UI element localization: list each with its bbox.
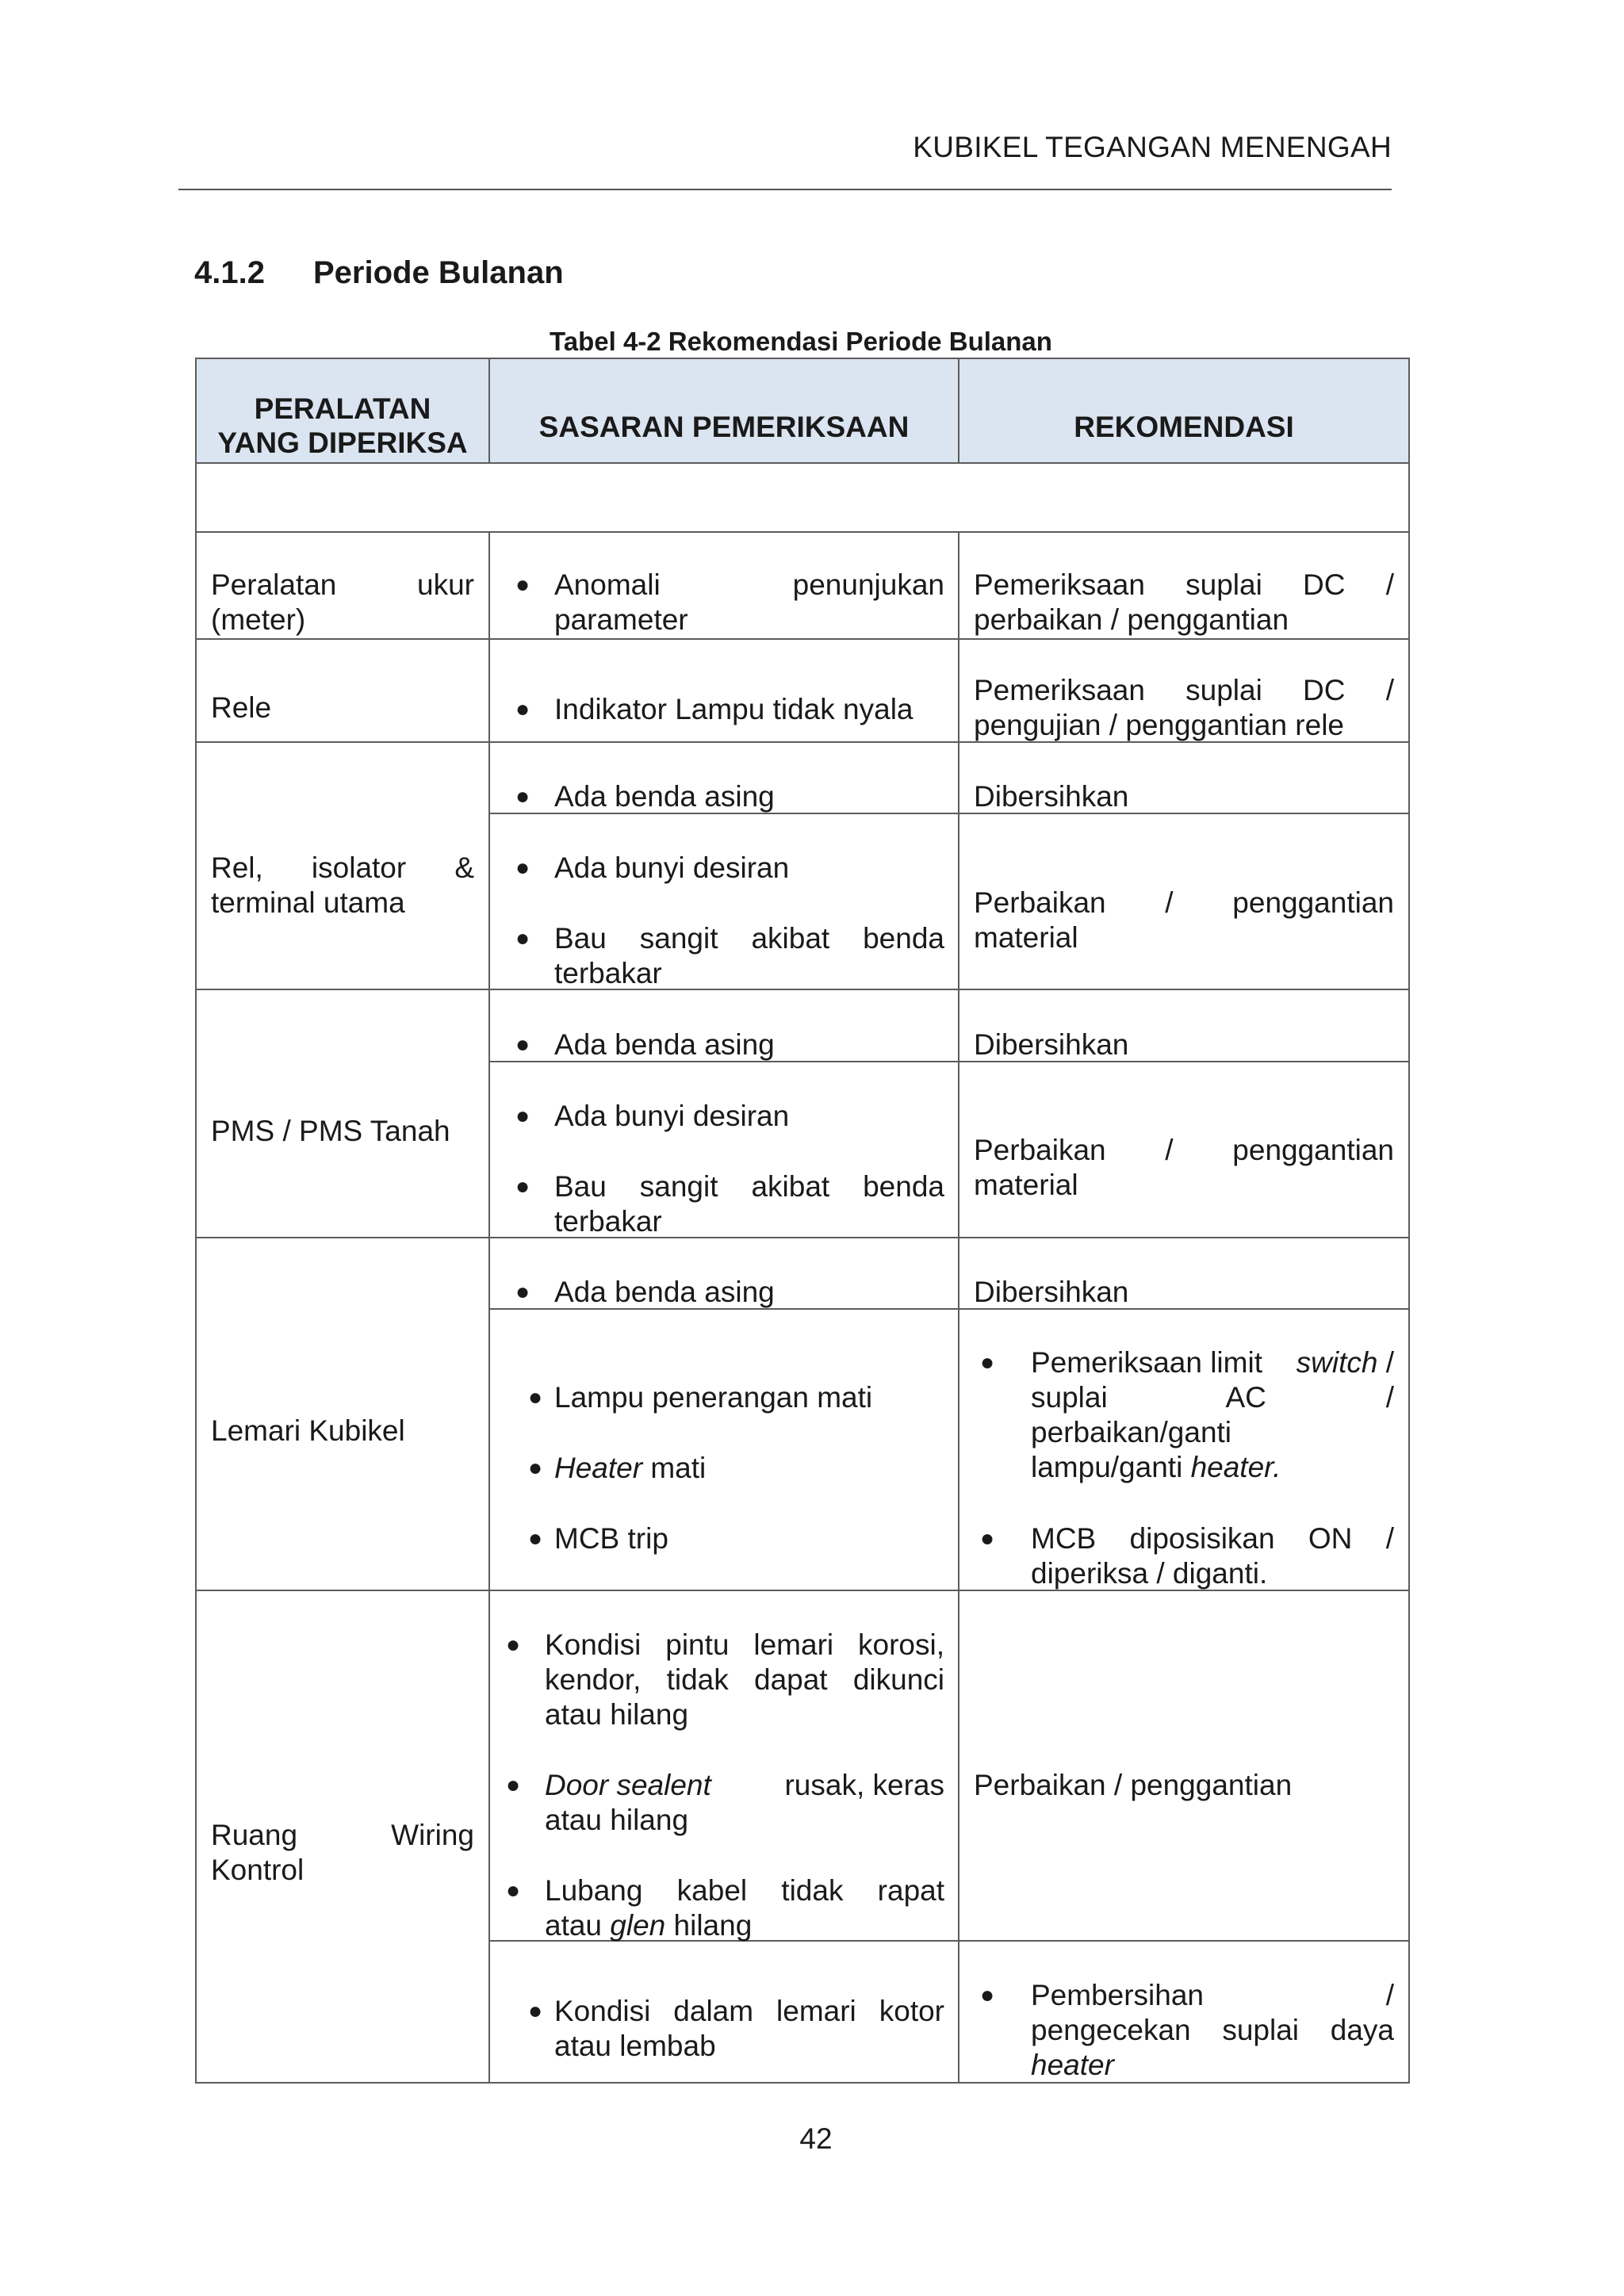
recommendation-italic: heater. <box>1190 1451 1281 1483</box>
check-line: Lubang kabel tidak rapat <box>545 1874 944 1907</box>
header-rule <box>178 189 1392 190</box>
bullet-icon: ● <box>506 1772 521 1798</box>
equipment-line: Peralatan ukur <box>211 568 474 601</box>
check-line-italic: Heater <box>554 1452 643 1484</box>
check-line <box>554 1451 944 1486</box>
recommendation-line: Dibersihkan <box>974 1276 1129 1308</box>
check-line <box>545 1908 944 1943</box>
table-border-right <box>1408 358 1410 2084</box>
equipment-line: Lemari Kubikel <box>211 1414 405 1447</box>
check-line: Ada bunyi desiran <box>554 1100 790 1132</box>
recommendation-line: Perbaikan / penggantian <box>974 886 1394 919</box>
bullet-icon: ● <box>528 1384 543 1410</box>
header-equipment-line-2: YANG DIPERIKSA <box>217 427 468 459</box>
row-divider <box>195 638 1410 640</box>
section-heading <box>194 255 564 291</box>
equipment-line: terminal utama <box>211 886 405 919</box>
recommendation-line: Perbaikan / penggantian <box>974 1769 1293 1801</box>
recommendation-text: Pemeriksaan limit <box>1031 1346 1262 1379</box>
recommendation-line: Pembersihan / <box>1031 1979 1394 2011</box>
recommendation-line <box>1031 1345 1394 1380</box>
bullet-icon: ● <box>515 1031 530 1058</box>
recommendation-line: perbaikan / penggantian <box>974 603 1289 636</box>
check-line: Ada bunyi desiran <box>554 851 790 884</box>
bullet-icon: ● <box>980 1982 995 2008</box>
section-number: 4.1.2 <box>194 255 265 290</box>
header-recommendation: REKOMENDASI <box>1074 411 1294 443</box>
recommendation-italic: switch <box>1296 1346 1378 1379</box>
bullet-icon: ● <box>515 572 530 598</box>
check-line-text: mati <box>650 1452 707 1484</box>
column-divider-2 <box>958 358 959 462</box>
row-divider <box>195 462 1410 464</box>
recommendation-line <box>1031 1450 1394 1485</box>
check-line: Bau sangit akibat benda <box>554 922 944 955</box>
bullet-icon: ● <box>515 1279 530 1305</box>
equipment-line: Kontrol <box>211 1854 304 1886</box>
recommendation-line: Dibersihkan <box>974 1028 1129 1061</box>
check-line-text: hilang <box>673 1909 753 1942</box>
check-line: Bau sangit akibat benda <box>554 1170 944 1203</box>
check-line-italic: Door sealent <box>545 1769 711 1801</box>
check-line: Ada benda asing <box>554 780 775 813</box>
check-line: atau lembab <box>554 2030 716 2062</box>
row-divider <box>195 531 1410 533</box>
header-equipment <box>198 392 487 460</box>
running-header: KUBIKEL TEGANGAN MENENGAH <box>913 131 1392 163</box>
equipment-line: Rel, isolator & <box>211 851 474 884</box>
column-divider-2 <box>958 531 959 2084</box>
equipment-line: PMS / PMS Tanah <box>211 1115 450 1147</box>
recommendation-line: perbaikan/ganti <box>1031 1416 1232 1448</box>
recommendation-text: lampu/ganti <box>1031 1451 1183 1483</box>
bullet-icon: ● <box>528 1455 543 1481</box>
check-line: Indikator Lampu tidak nyala <box>554 693 914 725</box>
equipment-line: (meter) <box>211 603 306 636</box>
check-line: kendor, tidak dapat dikunci <box>545 1663 944 1696</box>
bullet-icon: ● <box>515 696 530 722</box>
bullet-icon: ● <box>528 1525 543 1552</box>
bullet-icon: ● <box>515 783 530 809</box>
header-inspection-target: SASARAN PEMERIKSAAN <box>538 411 910 443</box>
check-line: terbakar <box>554 957 662 989</box>
bullet-icon: ● <box>980 1525 995 1552</box>
check-line-text: rusak, keras <box>784 1769 944 1801</box>
check-line: Ada benda asing <box>554 1028 775 1061</box>
check-line: Ada benda asing <box>554 1276 775 1308</box>
recommendation-line: material <box>974 921 1078 954</box>
column-divider-1 <box>488 531 490 2084</box>
recommendation-line: Pemeriksaan suplai DC / <box>974 674 1394 706</box>
recommendation-italic: heater <box>1031 2049 1114 2081</box>
bullet-icon: ● <box>506 1877 521 1904</box>
recommendation-line: pengecekan suplai daya <box>1031 2014 1394 2046</box>
table-border-left <box>195 358 197 2084</box>
check-line: Anomali penunjukan <box>554 568 944 601</box>
recommendation-line: pengujian / penggantian rele <box>974 709 1344 741</box>
equipment-line: Ruang Wiring <box>211 1819 474 1851</box>
recommendation-line: suplai AC / <box>1031 1381 1394 1414</box>
bullet-icon: ● <box>515 855 530 881</box>
check-line-italic: glen <box>610 1909 666 1942</box>
check-line: Lampu penerangan mati <box>554 1381 873 1414</box>
header-equipment-line-1: PERALATAN <box>254 392 431 425</box>
equipment-line: Rele <box>211 691 272 724</box>
recommendation-line <box>1031 2048 1394 2083</box>
column-divider-1 <box>488 358 490 462</box>
check-line: Kondisi pintu lemari korosi, <box>545 1628 944 1661</box>
page-number: 42 <box>799 2122 833 2155</box>
check-line-text: atau <box>545 1909 603 1942</box>
table-border-top <box>195 358 1410 359</box>
recommendation-line: material <box>974 1169 1078 1201</box>
check-line: MCB trip <box>554 1522 668 1555</box>
check-line: terbakar <box>554 1205 662 1238</box>
table-caption: Tabel 4-2 Rekomendasi Periode Bulanan <box>550 327 1052 356</box>
recommendation-line: diperiksa / diganti. <box>1031 1557 1268 1590</box>
check-line: atau hilang <box>545 1698 689 1731</box>
section-title: Periode Bulanan <box>313 255 564 290</box>
recommendation-text: / <box>1385 1346 1394 1379</box>
recommendation-line: Pemeriksaan suplai DC / <box>974 568 1394 601</box>
check-line: Kondisi dalam lemari kotor <box>554 1995 944 2027</box>
recommendation-line: MCB diposisikan ON / <box>1031 1522 1394 1555</box>
bullet-icon: ● <box>515 1173 530 1200</box>
check-line <box>545 1768 944 1803</box>
bullet-icon: ● <box>515 925 530 951</box>
check-line: parameter <box>554 603 688 636</box>
bullet-icon: ● <box>515 1103 530 1129</box>
bullet-icon: ● <box>528 1998 543 2024</box>
check-line: atau hilang <box>545 1804 689 1836</box>
bullet-icon: ● <box>980 1349 995 1376</box>
bullet-icon: ● <box>506 1632 521 1658</box>
recommendation-line: Dibersihkan <box>974 780 1129 813</box>
recommendation-line: Perbaikan / penggantian <box>974 1134 1394 1166</box>
